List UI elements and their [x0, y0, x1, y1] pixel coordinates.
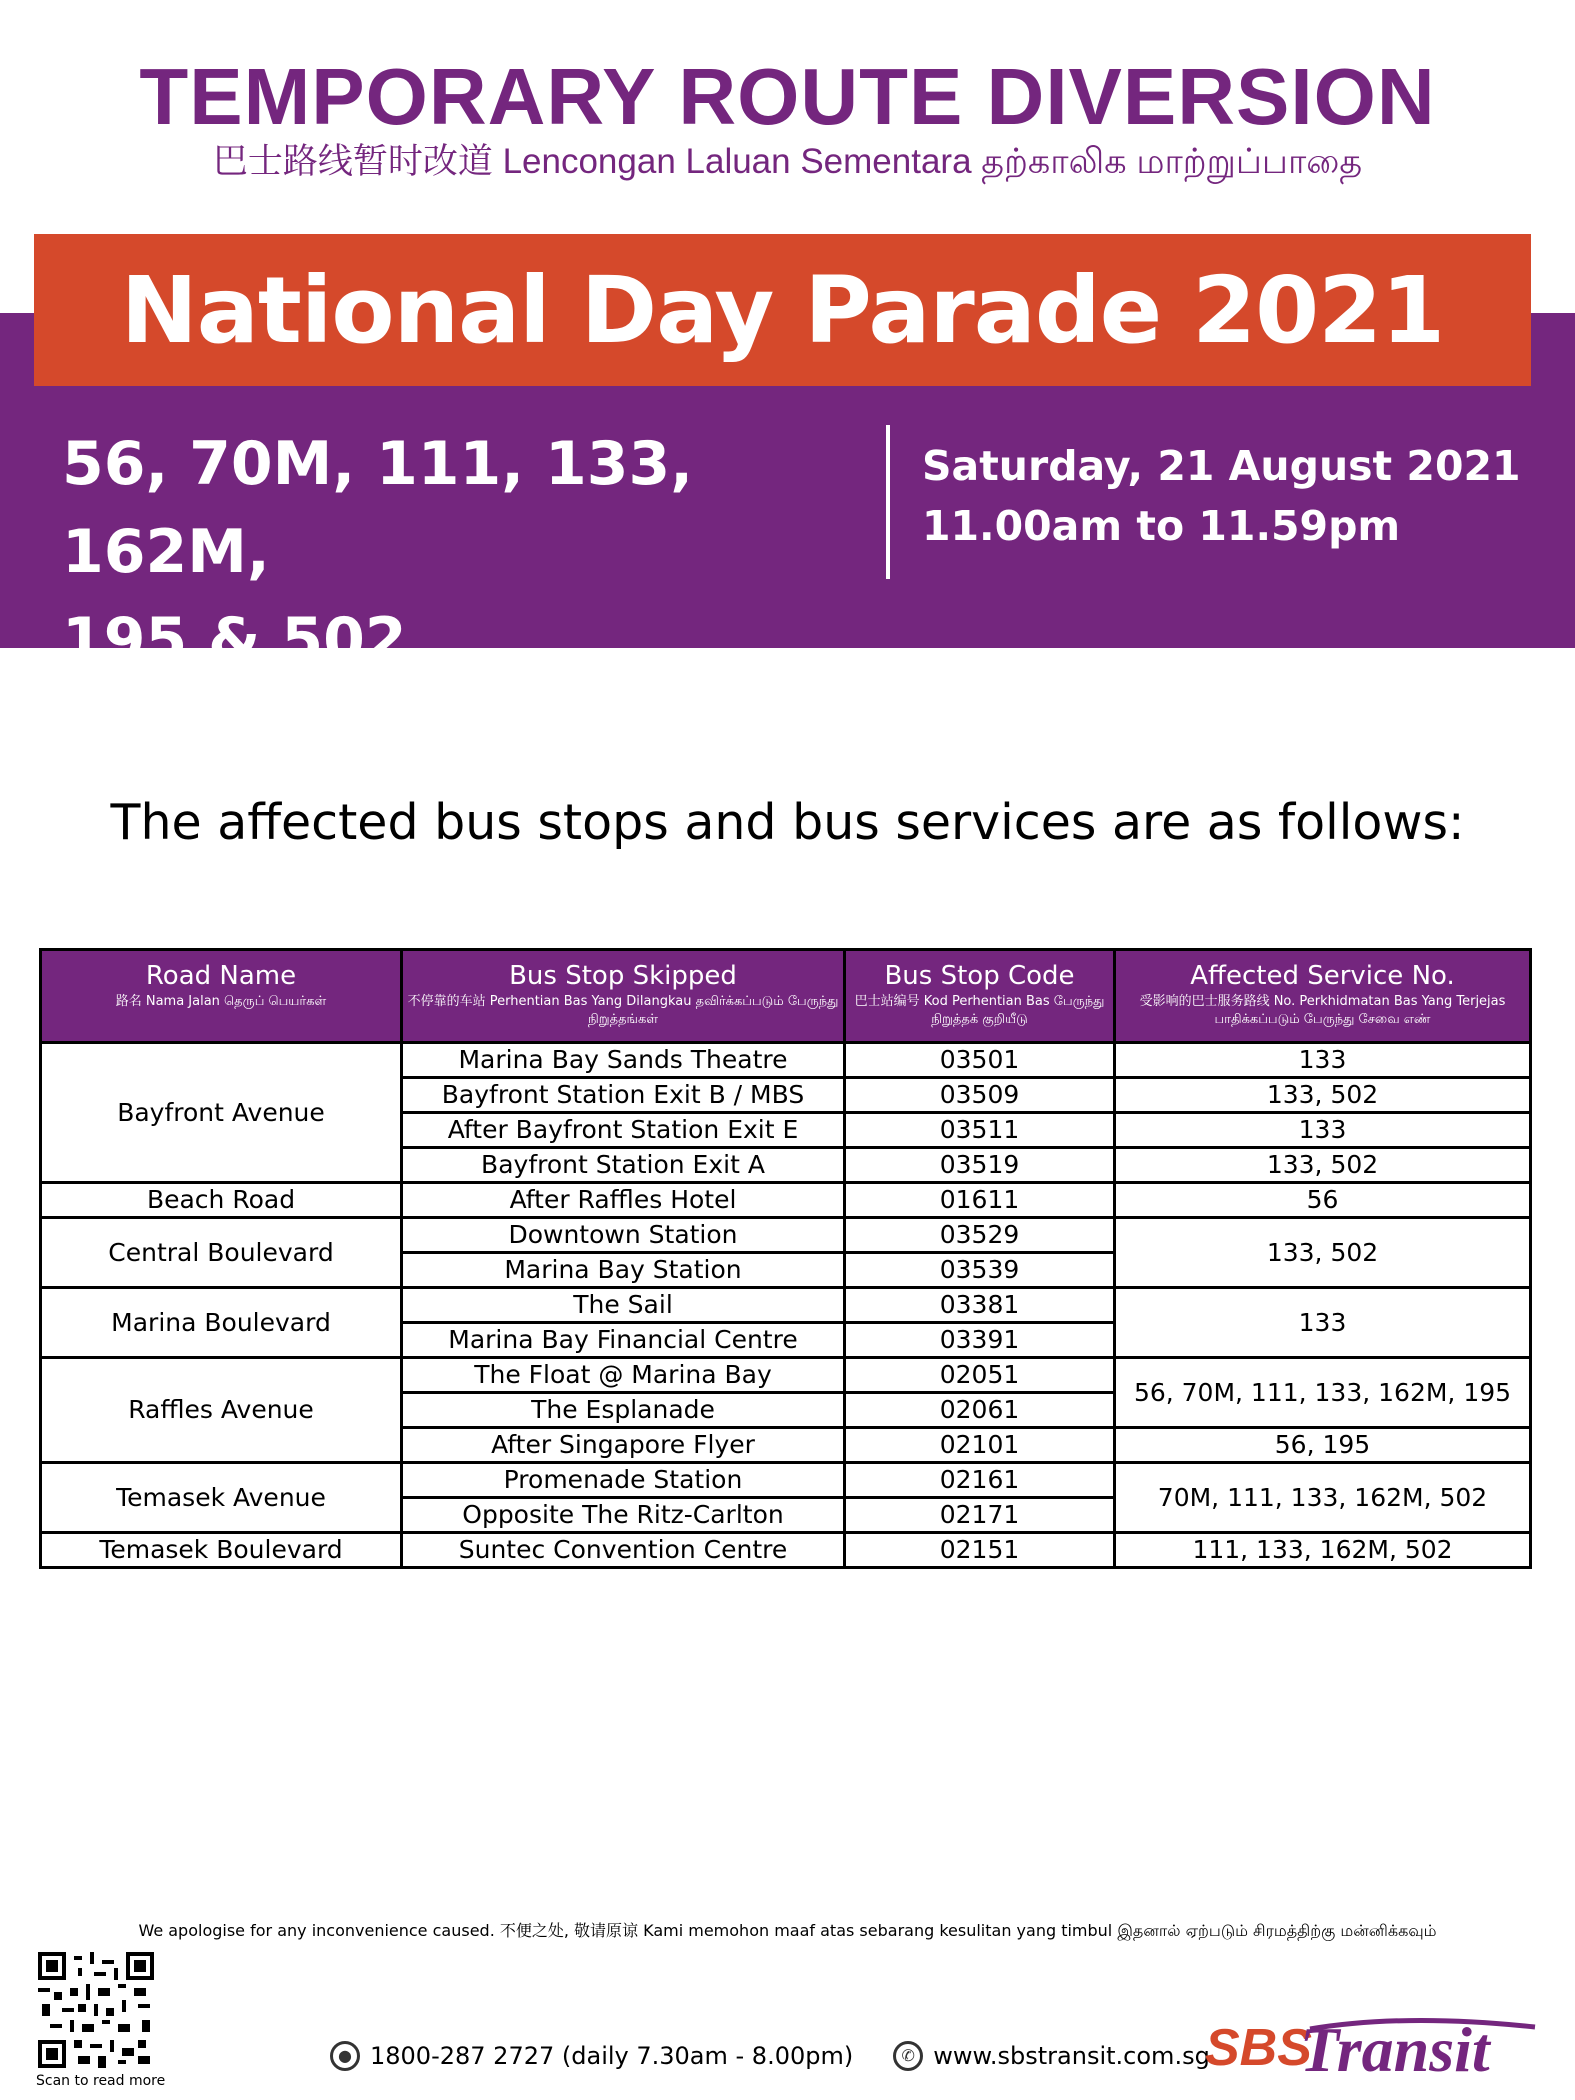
service-cell: 133 [1115, 1288, 1531, 1358]
road-name-cell: Temasek Avenue [41, 1463, 402, 1533]
globe-icon: ● [330, 2041, 360, 2071]
road-name-cell: Bayfront Avenue [41, 1043, 402, 1183]
stop-code-cell: 02051 [845, 1358, 1115, 1393]
table-row [41, 1463, 1531, 1498]
banner-divider [886, 425, 890, 579]
stop-name-cell: Promenade Station [402, 1463, 845, 1498]
svg-text:SBS: SBS [1205, 2019, 1312, 2077]
stop-code-cell: 03519 [845, 1148, 1115, 1183]
table-row [41, 1288, 1531, 1323]
affected-services [62, 420, 882, 684]
diversion-time: 11.00am to 11.59pm [922, 502, 1401, 550]
diversion-date: Saturday, 21 August 2021 [922, 442, 1521, 490]
stop-code-cell: 03509 [845, 1078, 1115, 1113]
table-header-row [41, 950, 1531, 1043]
intro-text: The affected bus stops and bus services are as follows: [110, 794, 1465, 851]
website-link[interactable]: www.sbstransit.com.sg [933, 2042, 1210, 2070]
event-banner [34, 234, 1531, 386]
svg-text:Transit: Transit [1300, 2014, 1490, 2085]
road-name-cell: Beach Road [41, 1183, 402, 1218]
affected-stops-table [39, 948, 1532, 1569]
stop-name-cell: Opposite The Ritz-Carlton [402, 1498, 845, 1533]
header-bus-stop-code: Bus Stop Code 巴士站编号 Kod Perhentian Bas பேருந்து நிறுத்தக் குறியீடு [845, 950, 1115, 1043]
table-row [41, 1043, 1531, 1078]
service-cell: 133, 502 [1115, 1148, 1531, 1183]
service-cell: 133, 502 [1115, 1078, 1531, 1113]
stop-name-cell: The Sail [402, 1288, 845, 1323]
stop-code-cell: 03529 [845, 1218, 1115, 1253]
stop-name-cell: Marina Bay Financial Centre [402, 1323, 845, 1358]
road-name-cell: Temasek Boulevard [41, 1533, 402, 1568]
qr-caption: Scan to read more [36, 2073, 166, 2089]
diversion-datetime [922, 436, 1562, 556]
stop-name-cell: Marina Bay Sands Theatre [402, 1043, 845, 1078]
phone-icon: ✆ [893, 2041, 923, 2071]
stop-name-cell: Downtown Station [402, 1218, 845, 1253]
services-line-1: 56, 70M, 111, 133, 162M, [62, 429, 694, 587]
stop-code-cell: 02061 [845, 1393, 1115, 1428]
service-cell: 133 [1115, 1113, 1531, 1148]
stop-code-cell: 02101 [845, 1428, 1115, 1463]
stop-code-cell: 03501 [845, 1043, 1115, 1078]
services-line-2: 195 & 502 [62, 605, 407, 675]
contact-info [330, 2038, 1210, 2074]
stop-name-cell: After Bayfront Station Exit E [402, 1113, 845, 1148]
stop-code-cell: 02161 [845, 1463, 1115, 1498]
stop-code-cell: 02151 [845, 1533, 1115, 1568]
sbs-transit-logo [1205, 2005, 1545, 2085]
service-cell: 111, 133, 162M, 502 [1115, 1533, 1531, 1568]
table-row [41, 1358, 1531, 1393]
service-cell: 70M, 111, 133, 162M, 502 [1115, 1463, 1531, 1533]
apology-note: We apologise for any inconvenience caused. 不便之处, 敬请原谅 Kami memohon maaf atas sebarang kesulitan yang timbul இதனால் ஏற்படும் சிரமத்திற்கு மன்னிக்கவும் [138, 1921, 1437, 1940]
service-cell: 133 [1115, 1043, 1531, 1078]
stop-name-cell: After Singapore Flyer [402, 1428, 845, 1463]
stop-name-cell: After Raffles Hotel [402, 1183, 845, 1218]
stop-code-cell: 03381 [845, 1288, 1115, 1323]
stop-name-cell: The Esplanade [402, 1393, 845, 1428]
stop-name-cell: Suntec Convention Centre [402, 1533, 845, 1568]
stop-name-cell: Marina Bay Station [402, 1253, 845, 1288]
road-name-cell: Raffles Avenue [41, 1358, 402, 1463]
stop-code-cell: 03539 [845, 1253, 1115, 1288]
table-row [41, 1218, 1531, 1253]
stop-code-cell: 03511 [845, 1113, 1115, 1148]
service-cell: 56, 70M, 111, 133, 162M, 195 [1115, 1358, 1531, 1428]
stop-code-cell: 02171 [845, 1498, 1115, 1533]
event-title: National Day Parade 2021 [120, 256, 1445, 364]
header-road-name: Road Name 路名 Nama Jalan தெருப் பெயர்கள் [41, 950, 402, 1043]
stop-name-cell: Bayfront Station Exit B / MBS [402, 1078, 845, 1113]
table-row [41, 1533, 1531, 1568]
service-cell: 133, 502 [1115, 1218, 1531, 1288]
stop-name-cell: The Float @ Marina Bay [402, 1358, 845, 1393]
header-bus-stop-skipped: Bus Stop Skipped 不停靠的车站 Perhentian Bas Yang Dilangkau தவிர்க்கப்படும் பேருந்து நிறுத்தங்கள் [402, 950, 845, 1043]
qr-code[interactable] [38, 1952, 154, 2068]
road-name-cell: Central Boulevard [41, 1218, 402, 1288]
header-affected-service: Affected Service No. 受影响的巴士服务路线 No. Perkhidmatan Bas Yang Terjejas பாதிக்கப்படும் பேருந்து சேவை எண் [1115, 950, 1531, 1043]
stop-code-cell: 01611 [845, 1183, 1115, 1218]
phone-number[interactable]: 1800-287 2727 (daily 7.30am - 8.00pm) [370, 2042, 854, 2070]
page-title: TEMPORARY ROUTE DIVERSION [139, 52, 1436, 141]
page-subtitle: 巴士路线暂时改道 Lencongan Laluan Sementara தற்காலிக மாற்றுப்பாதை [212, 142, 1363, 181]
service-cell: 56 [1115, 1183, 1531, 1218]
stop-name-cell: Bayfront Station Exit A [402, 1148, 845, 1183]
table-row [41, 1183, 1531, 1218]
stop-code-cell: 03391 [845, 1323, 1115, 1358]
road-name-cell: Marina Boulevard [41, 1288, 402, 1358]
service-cell: 56, 195 [1115, 1428, 1531, 1463]
